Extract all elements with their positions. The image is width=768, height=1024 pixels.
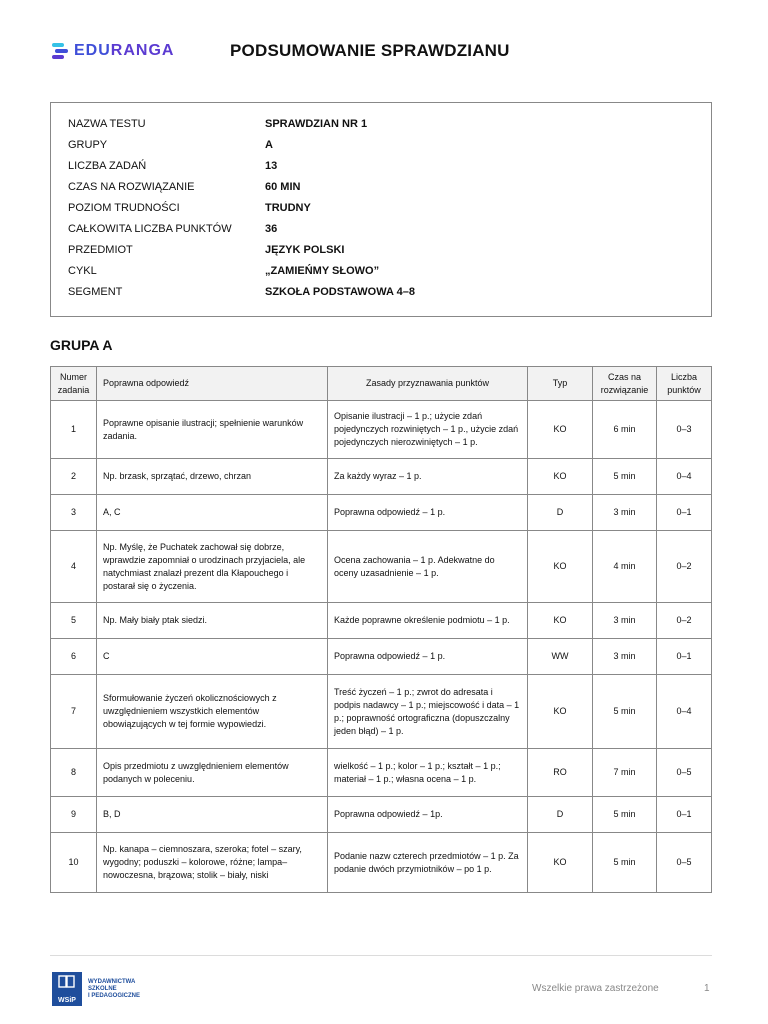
cell-time: 5 min (593, 833, 657, 893)
info-value: SZKOŁA PODSTAWOWA 4–8 (265, 286, 415, 298)
cell-rules: Treść życzeń – 1 p.; zwrot do adresata i podpis nadawcy – 1 p.; miejscowość i data – 1 p.; poprawność ortograficzna (dopuszczalny jeden błąd) – 1 p. (328, 675, 528, 749)
cell-time: 4 min (593, 531, 657, 603)
group-title: GRUPA A (50, 337, 113, 353)
table-row (51, 401, 712, 459)
cell-points: 0–5 (657, 833, 712, 893)
cell-number: 9 (51, 797, 97, 833)
cell-points: 0–2 (657, 531, 712, 603)
col-header-text: Numer (59, 371, 87, 382)
cell-time: 7 min (593, 749, 657, 797)
cell-rules: Każde poprawne określenie podmiotu – 1 p. (328, 603, 528, 639)
table-row (51, 603, 712, 639)
wsip-name-line: SZKOLNE (88, 985, 117, 992)
info-label: CYKL (68, 265, 97, 277)
col-header-type: Typ (528, 367, 593, 401)
cell-number: 8 (51, 749, 97, 797)
cell-points: 0–1 (657, 639, 712, 675)
wsip-logo (52, 972, 140, 1006)
cell-number: 3 (51, 495, 97, 531)
wsip-name-line: I PEDAGOGICZNE (88, 992, 141, 999)
cell-answer: C (97, 639, 328, 675)
cell-number: 1 (51, 401, 97, 459)
cell-type: KO (528, 833, 593, 893)
wsip-name (88, 979, 140, 1000)
info-value: „ZAMIEŃMY SŁOWO” (265, 265, 380, 277)
cell-type: KO (528, 675, 593, 749)
cell-answer: Np. Myślę, że Puchatek zachował się dobrze, wprawdzie zapomniał o urodzinach przyjaciela, ale natychmiast znalazł prezent dla Kłapouchego i postarał się o życzenia. (97, 531, 328, 603)
info-value: A (265, 139, 273, 151)
table-row (51, 675, 712, 749)
copyright-notice: Wszelkie prawa zastrzeżone (532, 983, 659, 994)
page-header (50, 38, 730, 68)
cell-points: 0–2 (657, 603, 712, 639)
col-header-text: rozwiązanie (600, 384, 649, 395)
cell-type: D (528, 797, 593, 833)
logo-text-edu: EDU (74, 42, 111, 59)
table-header-row (51, 367, 712, 401)
cell-rules: wielkość – 1 p.; kolor – 1 p.; kształt – 1 p.; materiał – 1 p.; własna ocena – 1 p. (328, 749, 528, 797)
cell-answer: Opis przedmiotu z uwzględnieniem elementów podanych w poleceniu. (97, 749, 328, 797)
info-value: JĘZYK POLSKI (265, 244, 345, 256)
info-label: GRUPY (68, 139, 108, 151)
cell-answer: Np. Mały biały ptak siedzi. (97, 603, 328, 639)
cell-points: 0–1 (657, 495, 712, 531)
cell-points: 0–4 (657, 459, 712, 495)
cell-time: 3 min (593, 495, 657, 531)
table-row (51, 797, 712, 833)
col-header-rules: Zasady przyznawania punktów (328, 367, 528, 401)
col-header-points (657, 367, 712, 401)
info-label: SEGMENT (68, 286, 123, 298)
info-value: 60 MIN (265, 181, 301, 193)
cell-answer: Poprawne opisanie ilustracji; spełnienie warunków zadania. (97, 401, 328, 459)
info-value: 13 (265, 160, 278, 172)
cell-rules: Podanie nazw czterech przedmiotów – 1 p. Za podanie dwóch przymiotników – po 1 p. (328, 833, 528, 893)
cell-points: 0–1 (657, 797, 712, 833)
answers-table (50, 366, 712, 893)
wsip-book-icon (52, 972, 82, 996)
cell-time: 5 min (593, 797, 657, 833)
cell-points: 0–3 (657, 401, 712, 459)
table-row (51, 495, 712, 531)
cell-answer: Np. kanapa – ciemnoszara, szeroka; fotel – szary, wygodny; poduszki – kolorowe, różne; lampa– nowoczesna, brązowa; stolik – biały, niski (97, 833, 328, 893)
col-header-time (593, 367, 657, 401)
cell-type: D (528, 495, 593, 531)
info-value: 36 (265, 223, 278, 235)
cell-time: 5 min (593, 675, 657, 749)
cell-number: 4 (51, 531, 97, 603)
col-header-text: zadania (57, 384, 90, 395)
table-row (51, 531, 712, 603)
cell-rules: Ocena zachowania – 1 p. Adekwatne do oceny uzasadnienie – 1 p. (328, 531, 528, 603)
cell-rules: Za każdy wyraz – 1 p. (328, 459, 528, 495)
cell-type: KO (528, 603, 593, 639)
cell-points: 0–5 (657, 749, 712, 797)
cell-number: 6 (51, 639, 97, 675)
col-header-text: Liczba (670, 371, 697, 382)
cell-time: 6 min (593, 401, 657, 459)
eduranga-logo-icon (52, 42, 70, 60)
cell-rules: Opisanie ilustracji – 1 p.; użycie zdań pojedynczych rozwiniętych – 1 p., użycie zdań pojedynczych nierozwiniętych – 1 p. (328, 401, 528, 459)
col-header-text: punktów (667, 384, 701, 395)
info-label: CAŁKOWITA LICZBA PUNKTÓW (68, 223, 232, 235)
eduranga-wordmark (74, 42, 174, 60)
col-header-text: Czas na (607, 371, 642, 382)
cell-type: RO (528, 749, 593, 797)
cell-number: 2 (51, 459, 97, 495)
cell-type: KO (528, 401, 593, 459)
wsip-name-line: WYDAWNICTWA (88, 978, 136, 985)
cell-rules: Poprawna odpowiedź – 1 p. (328, 495, 528, 531)
col-header-number (51, 367, 97, 401)
page-number: 1 (704, 983, 710, 994)
page-title: PODSUMOWANIE SPRAWDZIANU (230, 41, 510, 60)
cell-time: 3 min (593, 639, 657, 675)
cell-type: KO (528, 531, 593, 603)
col-header-answer: Poprawna odpowiedź (97, 367, 328, 401)
table-row (51, 833, 712, 893)
eduranga-logo (52, 42, 174, 60)
cell-answer: Sformułowanie życzeń okolicznościowych z uwzględnieniem wszystkich elementów obowiązujących w tej formie wypowiedzi. (97, 675, 328, 749)
cell-number: 5 (51, 603, 97, 639)
info-label: NAZWA TESTU (68, 118, 146, 130)
cell-rules: Poprawna odpowiedź – 1 p. (328, 639, 528, 675)
wsip-logo-icon (52, 972, 82, 1006)
cell-answer: B, D (97, 797, 328, 833)
cell-time: 5 min (593, 459, 657, 495)
cell-answer: A, C (97, 495, 328, 531)
table-row (51, 639, 712, 675)
cell-number: 7 (51, 675, 97, 749)
cell-rules: Poprawna odpowiedź – 1p. (328, 797, 528, 833)
cell-number: 10 (51, 833, 97, 893)
cell-points: 0–4 (657, 675, 712, 749)
info-value: SPRAWDZIAN NR 1 (265, 118, 368, 130)
cell-type: KO (528, 459, 593, 495)
info-label: CZAS NA ROZWIĄZANIE (68, 181, 195, 193)
footer-divider (50, 955, 712, 956)
logo-text-ranga: RANGA (110, 42, 175, 59)
cell-time: 3 min (593, 603, 657, 639)
info-label: PRZEDMIOT (68, 244, 133, 256)
info-value: TRUDNY (265, 202, 311, 214)
cell-answer: Np. brzask, sprzątać, drzewo, chrzan (97, 459, 328, 495)
info-label: POZIOM TRUDNOŚCI (68, 202, 180, 214)
table-row (51, 749, 712, 797)
wsip-box-label: WSiP (58, 997, 76, 1004)
test-info-box (50, 102, 712, 317)
table-row (51, 459, 712, 495)
info-label: LICZBA ZADAŃ (68, 160, 147, 172)
cell-type: WW (528, 639, 593, 675)
